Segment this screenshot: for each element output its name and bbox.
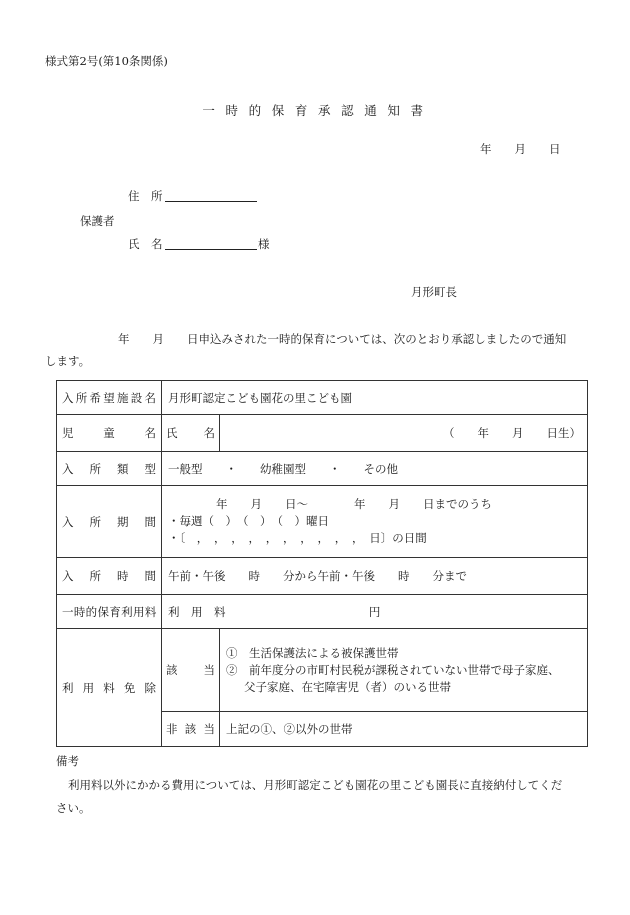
child-row [57,415,588,452]
name-underline [165,249,257,250]
remarks-line-1: 利用料以外にかかる費用については、月形町認定こども園花の里こども園長に直接納付してくだ [68,778,563,792]
period-line-1: 年 月 日～ 年 月 日までのうち [216,497,492,511]
form-number: 様式第2号(第10条関係) [45,54,168,68]
period-value [162,486,588,558]
child-name-label: 氏 名 [162,415,220,452]
applicable-line-1: ① 生活保護法による被保護世帯 [226,645,399,660]
child-label: 児童名 [57,415,162,452]
guardian-label: 保護者 [80,214,115,228]
fee-value [162,595,588,629]
document-title: 一時的保育承認通知書 [202,103,434,118]
address-label: 住 所 [128,189,163,203]
applicable-line-2: ② 前年度分の市町村民税が課税されていない世帯で母子家庭、 [226,662,560,677]
time-value: 午前・午後 時 分から午前・午後 時 分まで [162,558,588,595]
date-line: 年 月 日 [480,142,561,156]
time-row [57,558,588,595]
honorific: 様 [258,237,270,251]
applicable-line-3: 父子家庭、在宅障害児（者）のいる世帯 [244,679,451,694]
time-label: 入所時間 [57,558,162,595]
child-name-value [220,415,588,452]
period-row [57,486,588,558]
issuer: 月形町長 [411,285,457,299]
body-text-line-1: 年 月 日申込みされた一時的保育については、次のとおり承認しましたので通知 [118,332,567,346]
child-birth: （ 年 月 日生） [443,426,581,440]
name-label: 氏 名 [128,237,163,251]
fee-label: 一時的保育利用料 [57,595,162,629]
fee-unit: 円 [368,604,381,619]
period-line-2: ・毎週（ ） （ ） （ ）曜日 [168,514,329,528]
not-applicable-value: 上記の①、②以外の世帯 [220,712,588,747]
type-value: 一般型 ・ 幼稚園型 ・ その他 [162,452,588,486]
address-underline [165,201,257,202]
body-text-line-2: します。 [45,354,91,368]
remarks-label: 備考 [56,754,79,768]
type-row [57,452,588,486]
applicable-value [220,629,588,712]
applicable-label: 該当 [162,629,220,712]
exemption-label: 利用料免除 [57,629,162,747]
exemption-applicable-row [57,629,588,712]
facility-label: 入所希望施設名 [57,381,162,415]
facility-row [57,381,588,415]
period-label: 入所期間 [57,486,162,558]
fee-sub-label: 利 用 料 [168,604,226,619]
type-label: 入所類型 [57,452,162,486]
fee-row [57,595,588,629]
remarks-line-2: さい。 [56,801,91,815]
period-line-3: ・〔 ， ， ， ， ， ， ， ， ， ， 日〕の日間 [168,531,427,545]
facility-value: 月形町認定こども園花の里こども園 [162,381,588,415]
approval-table [56,380,588,747]
not-applicable-label: 非該当 [162,712,220,747]
